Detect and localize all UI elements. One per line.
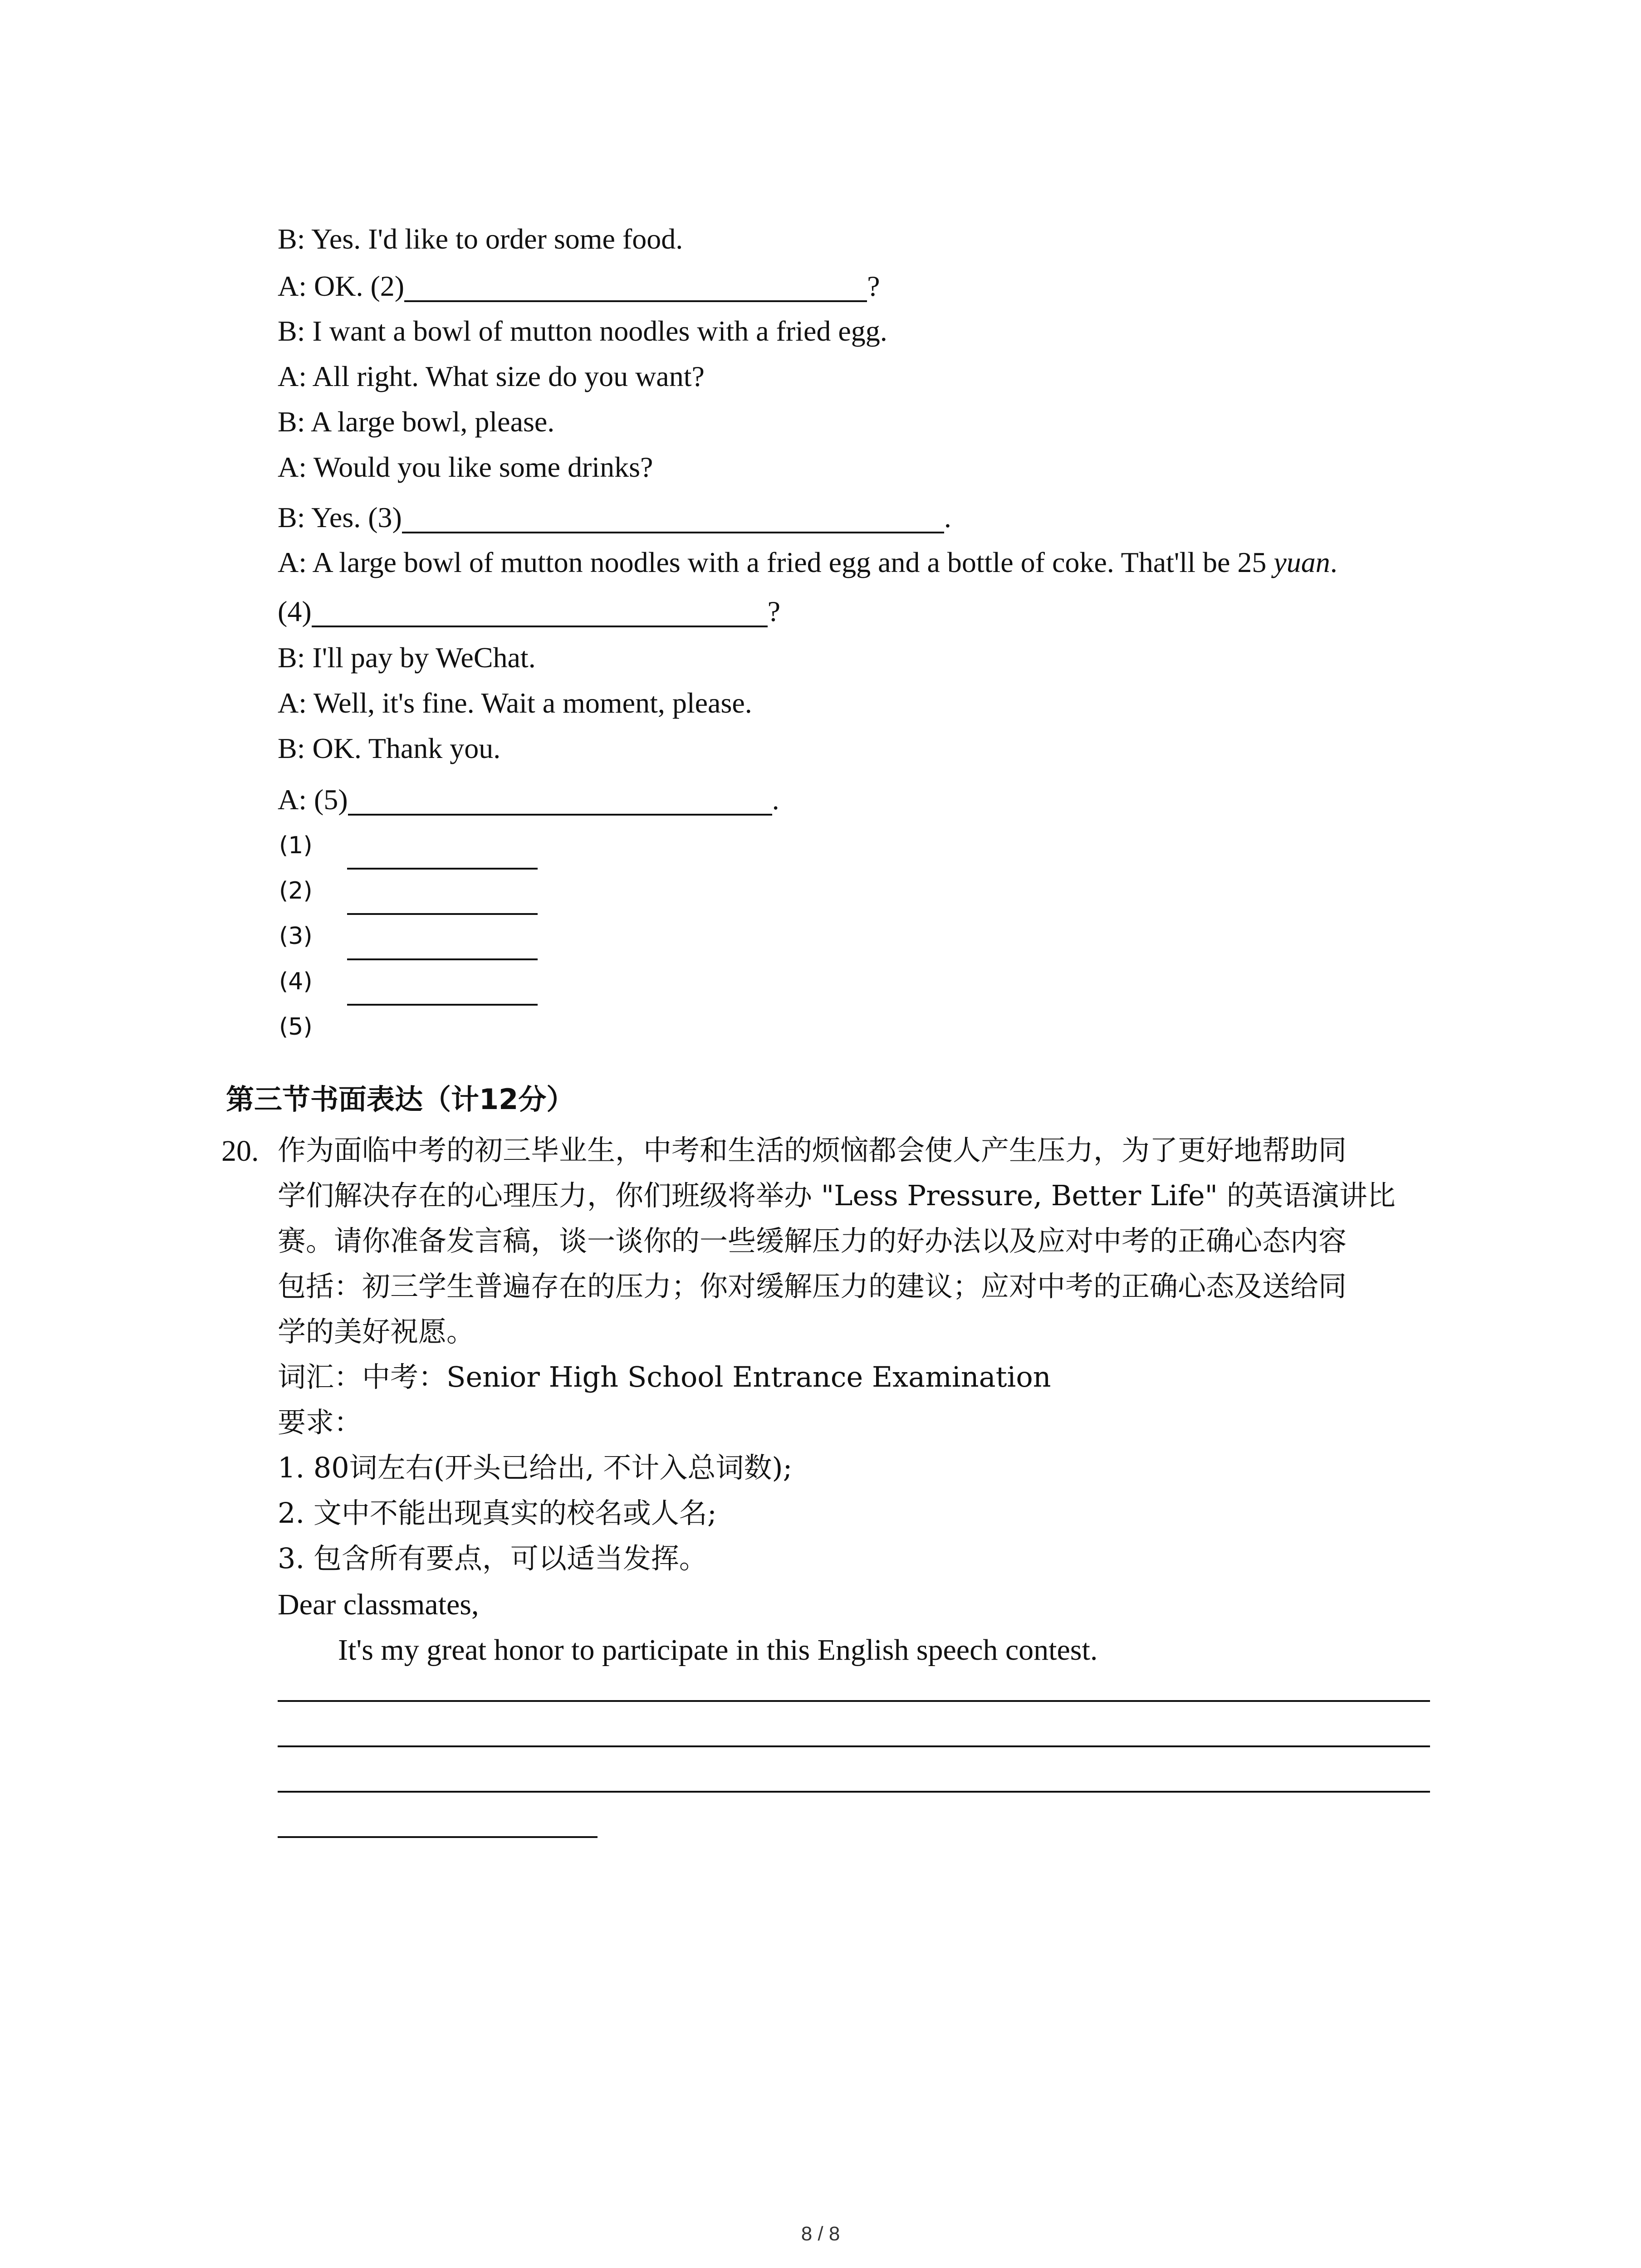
dialogue-line: B: A large bowl, please.: [278, 406, 555, 438]
requirement-item: 1. 80词左右(开头已给出, 不计入总词数);: [278, 1451, 793, 1484]
dialogue-suffix: ?: [767, 595, 781, 627]
dialogue-line: B: Yes. I'd like to order some food.: [278, 223, 683, 255]
fill-blank[interactable]: [312, 596, 768, 627]
requirement-item: 2. 文中不能出现真实的校名或人名;: [278, 1496, 717, 1530]
dialogue-line: A: Would you like some drinks?: [278, 451, 653, 483]
dialogue-line: A: All right. What size do you want?: [278, 360, 705, 392]
dialogue-line: [278, 596, 780, 627]
dialogue-prefix: (4): [278, 595, 312, 627]
writing-line[interactable]: [278, 1700, 1430, 1702]
requirements-label: 要求：: [278, 1406, 362, 1439]
fill-blank[interactable]: [348, 785, 772, 816]
opening-sentence: It's my great honor to participate in this English speech contest.: [338, 1633, 1098, 1667]
dialogue-line: B: OK. Thank you.: [278, 732, 501, 764]
writing-line[interactable]: [278, 1836, 598, 1838]
dialogue-line: [278, 503, 951, 533]
answer-number: (1): [279, 832, 313, 859]
dialogue-suffix: .: [944, 501, 951, 533]
dialogue-end: .: [1330, 546, 1337, 578]
question-line: 赛。请你准备发言稿，谈一谈你的一些缓解压力的好办法以及应对中考的正确心态内容: [278, 1224, 1347, 1257]
writing-line[interactable]: [278, 1791, 1430, 1793]
answer-line[interactable]: [347, 958, 538, 960]
question-line: 包括：初三学生普遍存在的压力；你对缓解压力的建议；应对中考的正确心态及送给同: [278, 1270, 1347, 1303]
dialogue-prefix: A: (5): [278, 783, 348, 816]
answer-number: (5): [279, 1013, 313, 1041]
fill-blank[interactable]: [404, 271, 867, 302]
salutation: Dear classmates,: [278, 1588, 479, 1621]
dialogue-line: B: I want a bowl of mutton noodles with a fried egg.: [278, 315, 887, 347]
question-number: 20.: [221, 1134, 259, 1168]
question-line: 学的美好祝愿。: [278, 1315, 475, 1348]
answer-number: (2): [279, 877, 313, 904]
fill-blank[interactable]: [402, 503, 944, 533]
dialogue-line: [278, 271, 880, 302]
dialogue-line: [278, 548, 1337, 577]
question-line: 学们解决存在的心理压力，你们班级将举办 "Less Pressure, Better Life" 的英语演讲比: [278, 1179, 1396, 1212]
italic-word: yuan: [1274, 546, 1330, 578]
dialogue-prefix: A: OK. (2): [278, 270, 405, 302]
answer-number: (3): [279, 923, 313, 950]
answer-line[interactable]: [347, 868, 538, 870]
vocabulary-note: 词汇：中考：Senior High School Entrance Examination: [278, 1360, 1051, 1393]
dialogue-text: A: A large bowl of mutton noodles with a fried egg and a bottle of coke. That'll be 25: [278, 546, 1274, 578]
dialogue-prefix: B: Yes. (3): [278, 501, 402, 533]
dialogue-line: [278, 785, 779, 816]
writing-line[interactable]: [278, 1745, 1430, 1747]
page-number: 8 / 8: [801, 2223, 840, 2245]
dialogue-line: B: I'll pay by WeChat.: [278, 641, 536, 674]
answer-number: (4): [279, 968, 313, 995]
dialogue-suffix: .: [772, 783, 779, 816]
section-title: 第三节书面表达（计12分）: [226, 1083, 575, 1116]
question-line: 作为面临中考的初三毕业生，中考和生活的烦恼都会使人产生压力，为了更好地帮助同: [278, 1134, 1347, 1167]
answer-line[interactable]: [347, 913, 538, 915]
answer-line[interactable]: [347, 1004, 538, 1006]
dialogue-suffix: ?: [867, 270, 880, 302]
requirement-item: 3. 包含所有要点，可以适当发挥。: [278, 1542, 707, 1575]
dialogue-line: A: Well, it's fine. Wait a moment, please.: [278, 687, 752, 719]
